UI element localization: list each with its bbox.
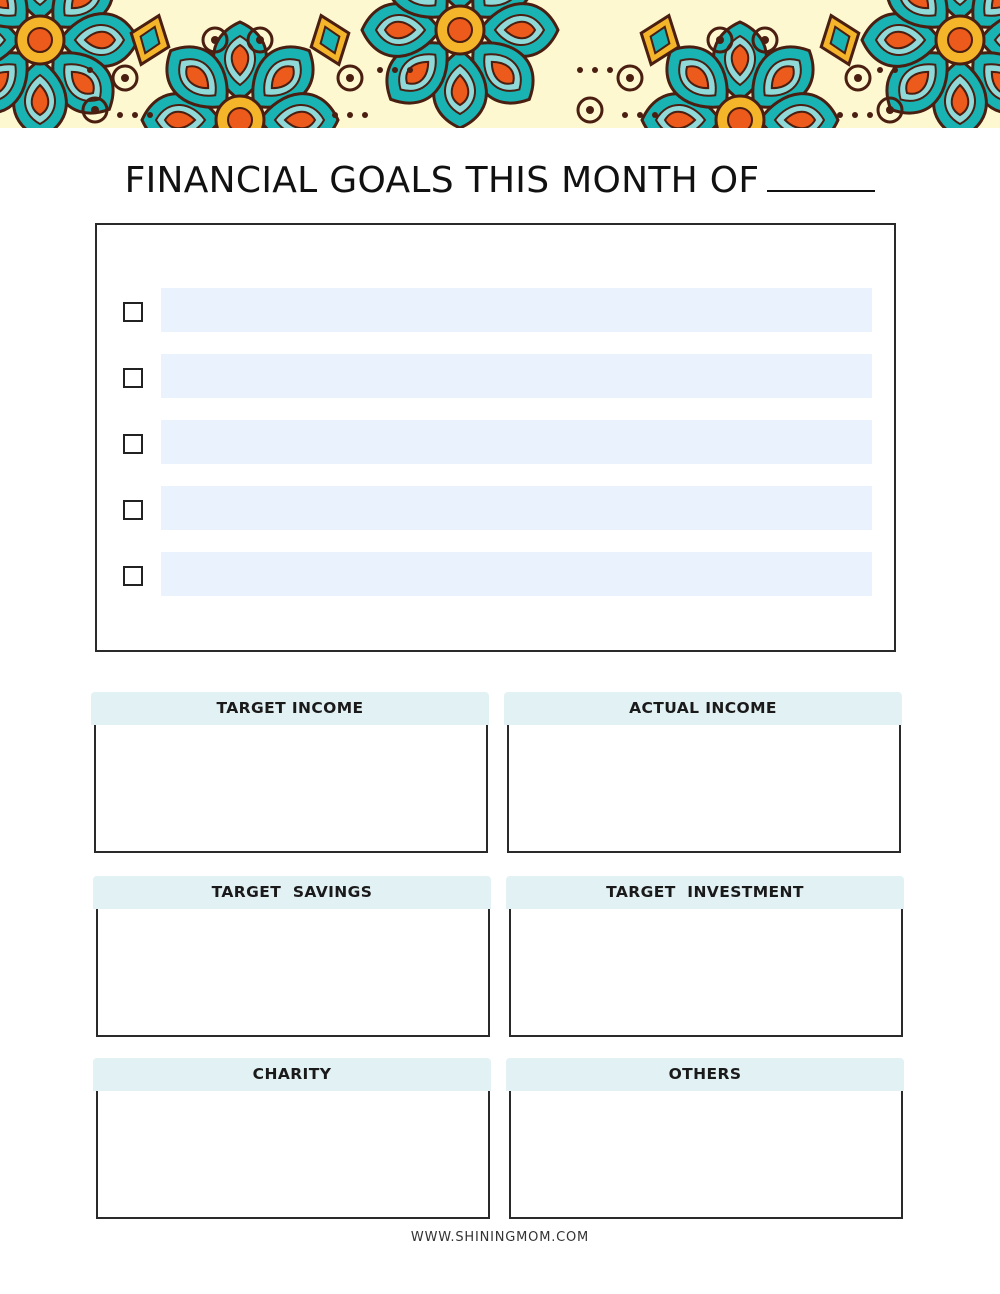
title-text: FINANCIAL GOALS THIS MONTH OF bbox=[124, 160, 760, 201]
mandala-pattern-icon bbox=[0, 0, 1000, 128]
goal-row-1 bbox=[97, 288, 894, 332]
target-savings-box[interactable] bbox=[96, 909, 490, 1037]
target-income-card bbox=[91, 692, 491, 854]
goal-row-2 bbox=[97, 354, 894, 398]
mandala-banner bbox=[0, 0, 1000, 128]
checkbox-square-icon[interactable] bbox=[123, 368, 143, 388]
actual-income-header: ACTUAL INCOME bbox=[504, 692, 902, 725]
goal-line-1[interactable] bbox=[161, 288, 872, 332]
target-investment-box[interactable] bbox=[509, 909, 903, 1037]
goal-line-2[interactable] bbox=[161, 354, 872, 398]
charity-header: CHARITY bbox=[93, 1058, 491, 1091]
others-header: OTHERS bbox=[506, 1058, 904, 1091]
checkbox-square-icon[interactable] bbox=[123, 302, 143, 322]
target-income-header: TARGET INCOME bbox=[91, 692, 489, 725]
goals-box bbox=[95, 223, 896, 652]
actual-income-box[interactable] bbox=[507, 725, 901, 853]
charity-box[interactable] bbox=[96, 1091, 490, 1219]
target-income-box[interactable] bbox=[94, 725, 488, 853]
month-blank-line[interactable] bbox=[767, 160, 875, 192]
goal-row-3 bbox=[97, 420, 894, 464]
checkbox-square-icon[interactable] bbox=[123, 434, 143, 454]
page-title bbox=[0, 160, 1000, 201]
target-investment-card bbox=[506, 876, 906, 1038]
others-card bbox=[506, 1058, 906, 1220]
target-investment-header: TARGET INVESTMENT bbox=[506, 876, 904, 909]
goal-line-3[interactable] bbox=[161, 420, 872, 464]
goal-row-4 bbox=[97, 486, 894, 530]
goal-line-4[interactable] bbox=[161, 486, 872, 530]
checkbox-square-icon[interactable] bbox=[123, 500, 143, 520]
target-savings-header: TARGET SAVINGS bbox=[93, 876, 491, 909]
target-savings-card bbox=[93, 876, 493, 1038]
goal-line-5[interactable] bbox=[161, 552, 872, 596]
others-box[interactable] bbox=[509, 1091, 903, 1219]
actual-income-card bbox=[504, 692, 904, 854]
checkbox-square-icon[interactable] bbox=[123, 566, 143, 586]
footer-url: WWW.SHININGMOM.COM bbox=[410, 1230, 590, 1245]
goal-row-5 bbox=[97, 552, 894, 596]
charity-card bbox=[93, 1058, 493, 1220]
